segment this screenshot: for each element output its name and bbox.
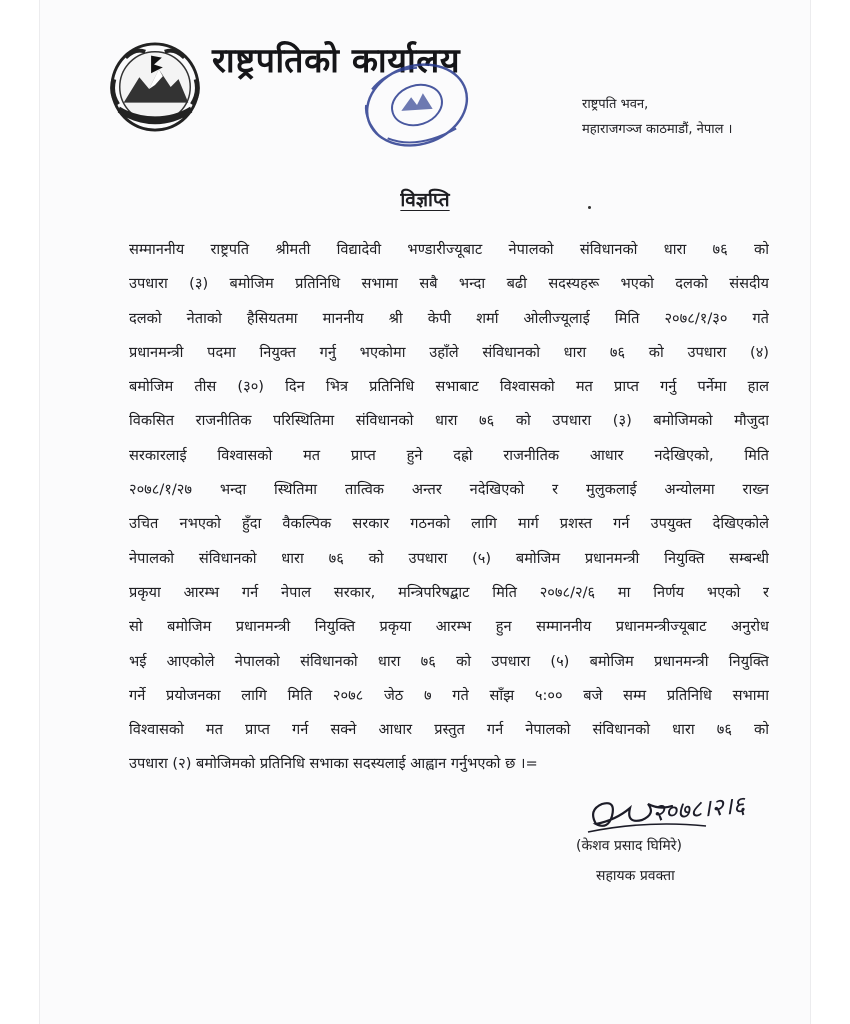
- notice-document: [40, 0, 810, 1024]
- notice-line: भई आएकोले नेपालको संविधानको धारा ७६ को उपधारा (५) बमोजिम प्रधानमन्त्री नियुक्ति: [129, 652, 769, 670]
- notice-line: प्रकृया आरम्भ गर्न नेपाल सरकार, मन्त्रिपरिषद्बाट मिति २०७८/२/६ मा निर्णय भएको र: [129, 583, 769, 601]
- notice-line: बमोजिम तीस (३०) दिन भित्र प्रतिनिधि सभाबाट विश्वासको मत प्राप्त गर्नु पर्नेमा हाल: [129, 378, 769, 396]
- notice-line: २०७८/१/२७ भन्दा स्थितिमा तात्विक अन्तर नदेखिएको र मुलुकलाई अन्योलमा राख्न: [129, 481, 769, 499]
- notice-line: उपधारा (२) बमोजिमको प्रतिनिधि सभाका सदस्यलाई आह्वान गर्नुभएको छ ।=: [129, 755, 538, 773]
- notice-line: उपधारा (३) बमोजिम प्रतिनिधि सभामा सबै भन्दा बढी सदस्यहरू भएको दलको संसदीय: [129, 275, 769, 293]
- office-address: [582, 92, 732, 142]
- notice-line: नेपालको संविधानको धारा ७६ को उपधारा (५) बमोजिम प्रधानमन्त्री नियुक्ति सम्बन्धी: [129, 549, 769, 567]
- notice-heading: [40, 186, 810, 212]
- notice-line: सरकारलाई विश्वासको मत प्राप्त हुने दह्रो राजनीतिक आधार नदेखिएको, मिति: [129, 446, 769, 464]
- notice-line: सो बमोजिम प्रधानमन्त्री नियुक्ति प्रकृया आरम्भ हुन सम्माननीय प्रधानमन्त्रीज्यूबाट अनुरोध: [129, 618, 769, 636]
- notice-line: दलको नेताको हैसियतमा माननीय श्री केपी शर्मा ओलीज्यूलाई मिति २०७८/१/३० गते: [129, 309, 769, 327]
- office-title: राष्ट्रपतिको कार्यालय: [212, 41, 461, 81]
- notice-line: उचित नभएको हुँदा वैकल्पिक सरकार गठनको लागि मार्ग प्रशस्त गर्न उपयुक्त देखिएकोले: [129, 515, 769, 533]
- notice-line: सम्माननीय राष्ट्रपति श्रीमती विद्यादेवी भण्डारीज्यूबाट नेपालको संविधानको धारा ७६ को: [129, 241, 769, 258]
- signature-date: २०७८।२।६: [651, 790, 747, 828]
- address-line-1: राष्ट्रपति भवन,: [582, 97, 649, 112]
- stray-mark: [588, 206, 591, 209]
- signer-role: सहायक प्रवक्ता: [596, 868, 675, 884]
- notice-heading-text: विज्ञप्ति: [400, 189, 450, 211]
- notice-body: [129, 233, 769, 782]
- notice-line: गर्ने प्रयोजनका लागि मिति २०७८ जेठ ७ गते साँझ ५:०० बजे सम्म प्रतिनिधि सभामा: [129, 686, 769, 704]
- notice-line: प्रधानमन्त्री पदमा नियुक्त गर्नु भएकोमा उहाँले संविधानको धारा ७६ को उपधारा (४): [129, 343, 769, 361]
- office-seal-stamp-icon: [358, 60, 476, 152]
- notice-line: विश्वासको मत प्राप्त गर्न सक्ने आधार प्रस्तुत गर्न नेपालको संविधानको धारा ७६ को: [129, 721, 769, 739]
- signer-name: (केशव प्रसाद घिमिरे): [576, 838, 682, 854]
- nepal-government-emblem-icon: [106, 40, 204, 134]
- address-line-2: महाराजगञ्ज काठमाडौं, नेपाल ।: [582, 122, 733, 137]
- notice-line: विकसित राजनीतिक परिस्थितिमा संविधानको धारा ७६ को उपधारा (३) बमोजिमको मौजुदा: [129, 412, 769, 430]
